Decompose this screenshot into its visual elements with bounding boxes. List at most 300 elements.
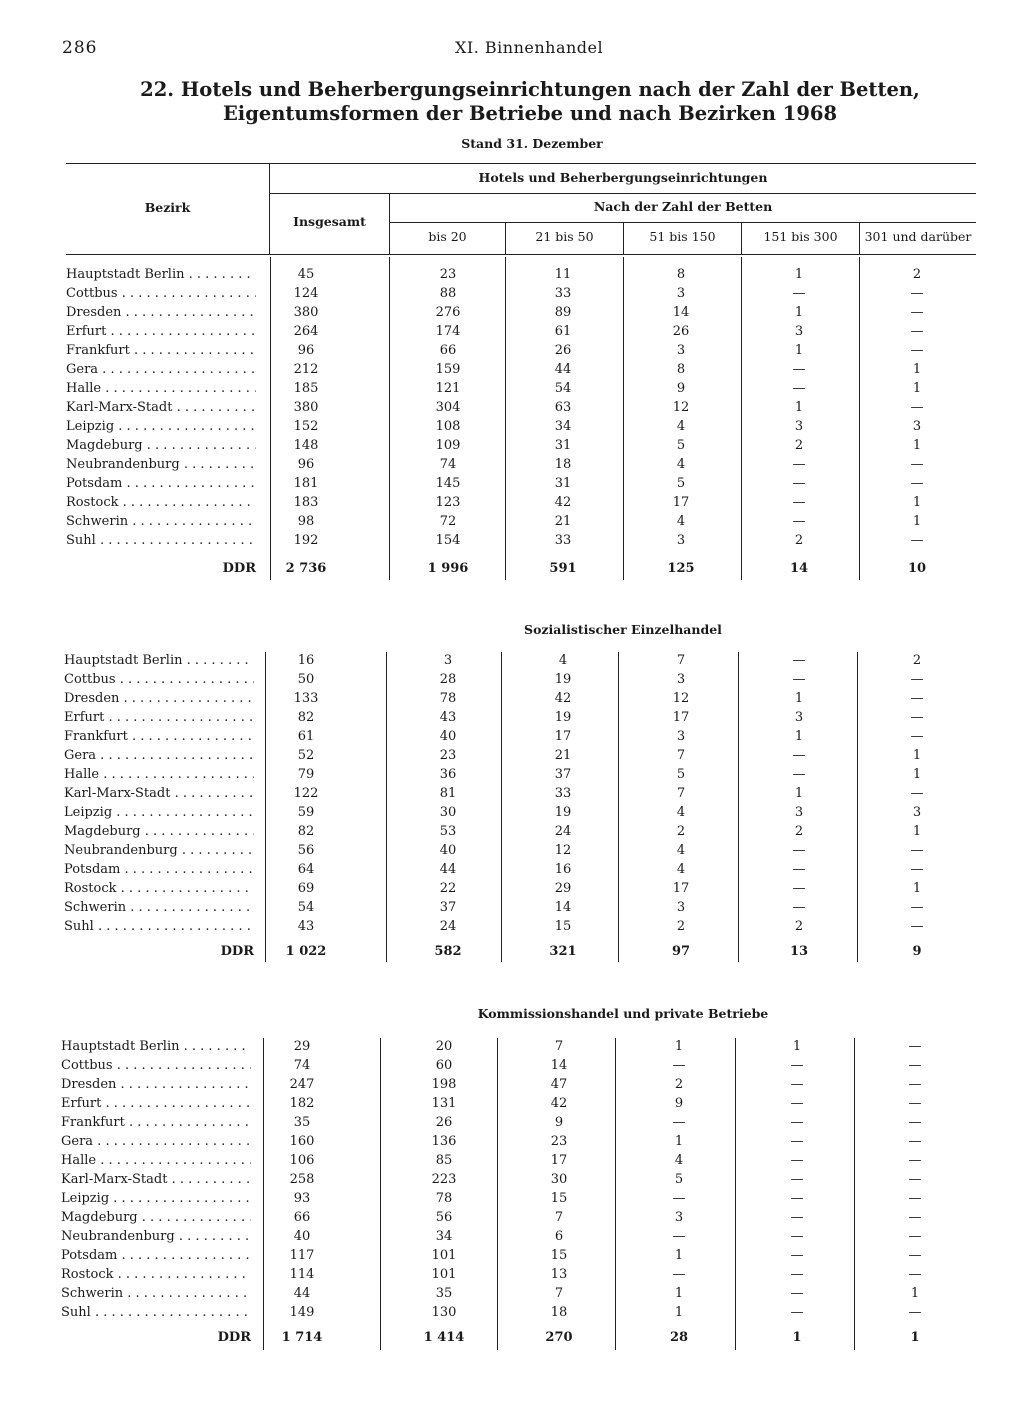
- row-value: 136: [431, 1134, 457, 1149]
- row-bezirk: Hauptstadt Berlin . . .: [66, 265, 256, 284]
- row-bezirk: Rostock . . .: [61, 1265, 251, 1284]
- row-bezirk: Cottbus . . .: [64, 670, 254, 689]
- row-value: 24: [439, 919, 457, 934]
- row-value: 13: [550, 1267, 568, 1282]
- table-row: [0, 265, 1024, 284]
- header-insgesamt: Insgesamt: [293, 214, 366, 229]
- row-value: 63: [554, 400, 572, 415]
- row-value: —: [792, 476, 806, 491]
- row-value: —: [910, 305, 924, 320]
- row-value: —: [790, 1077, 804, 1092]
- row-value: 183: [293, 495, 319, 510]
- row-value: —: [790, 1248, 804, 1263]
- row-value: 1: [912, 881, 922, 896]
- table-row: [0, 341, 1024, 360]
- table-row: [0, 512, 1024, 531]
- row-value: —: [672, 1058, 686, 1073]
- row-value: 42: [554, 495, 572, 510]
- row-value: 3: [676, 729, 686, 744]
- row-value: 1: [674, 1134, 684, 1149]
- row-value: 3: [794, 805, 804, 820]
- row-value: 123: [435, 495, 461, 510]
- row-value: 3: [443, 653, 453, 668]
- table-row: [0, 708, 1024, 727]
- row-value: —: [908, 1305, 922, 1320]
- row-value: 28: [439, 672, 457, 687]
- row-value: 1: [674, 1248, 684, 1263]
- row-value: —: [792, 767, 806, 782]
- row-value: 12: [554, 843, 572, 858]
- row-value: 33: [554, 286, 572, 301]
- row-value: 78: [439, 691, 457, 706]
- row-value: 98: [297, 514, 315, 529]
- row-value: 4: [676, 862, 686, 877]
- row-value: —: [910, 533, 924, 548]
- row-value: 7: [676, 786, 686, 801]
- row-bezirk: Karl-Marx-Stadt . . .: [61, 1170, 251, 1189]
- row-value: 380: [293, 305, 319, 320]
- row-value: 23: [439, 748, 457, 763]
- row-value: 30: [550, 1172, 568, 1187]
- row-value: 54: [297, 900, 315, 915]
- row-value: 17: [554, 729, 572, 744]
- table-row: [0, 493, 1024, 512]
- row-value: 7: [554, 1210, 564, 1225]
- table-row: [0, 822, 1024, 841]
- table-row: [0, 1113, 1024, 1132]
- row-value: 16: [297, 653, 315, 668]
- row-value: —: [910, 710, 924, 725]
- total-label: DDR: [220, 944, 254, 959]
- row-value: —: [910, 900, 924, 915]
- row-value: —: [908, 1210, 922, 1225]
- row-value: 18: [554, 457, 572, 472]
- row-value: 149: [289, 1305, 315, 1320]
- row-value: —: [908, 1172, 922, 1187]
- row-value: 1: [794, 305, 804, 320]
- table-row: [0, 1227, 1024, 1246]
- table-row: [0, 765, 1024, 784]
- row-value: 5: [676, 438, 686, 453]
- row-value: 122: [293, 786, 319, 801]
- row-value: 15: [554, 919, 572, 934]
- row-value: 17: [550, 1153, 568, 1168]
- row-value: 154: [435, 533, 461, 548]
- row-value: 3: [676, 900, 686, 915]
- table-row: [0, 1208, 1024, 1227]
- row-value: —: [790, 1191, 804, 1206]
- row-bezirk: Magdeburg . . .: [64, 822, 254, 841]
- row-value: 81: [439, 786, 457, 801]
- row-value: —: [910, 843, 924, 858]
- table-row: [0, 379, 1024, 398]
- row-value: 148: [293, 438, 319, 453]
- table-row: [0, 398, 1024, 417]
- row-value: —: [790, 1286, 804, 1301]
- row-value: 17: [672, 710, 690, 725]
- row-value: 29: [293, 1039, 311, 1054]
- row-value: 1: [794, 343, 804, 358]
- row-value: 2: [676, 919, 686, 934]
- row-value: 19: [554, 805, 572, 820]
- row-value: 1: [792, 1039, 802, 1054]
- table-row: [0, 784, 1024, 803]
- row-value: 40: [439, 843, 457, 858]
- row-value: 89: [554, 305, 572, 320]
- row-value: 14: [672, 305, 690, 320]
- row-value: 34: [554, 419, 572, 434]
- row-value: 4: [676, 514, 686, 529]
- row-value: 15: [550, 1191, 568, 1206]
- row-value: —: [672, 1229, 686, 1244]
- row-value: —: [910, 286, 924, 301]
- row-value: —: [910, 343, 924, 358]
- table-row: [0, 727, 1024, 746]
- row-value: 26: [435, 1115, 453, 1130]
- section-title: Sozialistischer Einzelhandel: [524, 622, 722, 637]
- row-value: 31: [554, 476, 572, 491]
- table-row: [0, 1037, 1024, 1056]
- row-bezirk: Leipzig . . .: [61, 1189, 251, 1208]
- row-value: 1: [794, 267, 804, 282]
- row-value: 59: [297, 805, 315, 820]
- row-bezirk: Neubrandenburg . . .: [64, 841, 254, 860]
- row-value: 131: [431, 1096, 457, 1111]
- row-value: 42: [550, 1096, 568, 1111]
- row-value: —: [790, 1305, 804, 1320]
- row-value: 4: [676, 805, 686, 820]
- row-bezirk: Neubrandenburg . . .: [61, 1227, 251, 1246]
- row-value: 258: [289, 1172, 315, 1187]
- row-value: —: [790, 1229, 804, 1244]
- row-bezirk: Suhl . . .: [64, 917, 254, 936]
- row-bezirk: Dresden . . .: [64, 689, 254, 708]
- row-value: 44: [554, 362, 572, 377]
- table-header: [0, 0, 1024, 260]
- row-value: 23: [439, 267, 457, 282]
- row-value: 14: [554, 900, 572, 915]
- row-value: 12: [672, 400, 690, 415]
- row-bezirk: Gera . . .: [66, 360, 256, 379]
- row-value: 31: [554, 438, 572, 453]
- row-value: —: [792, 457, 806, 472]
- total-row: [0, 1328, 1024, 1347]
- row-value: 3: [912, 419, 922, 434]
- header-top-rule: [66, 163, 976, 164]
- row-bezirk: Potsdam . . .: [61, 1246, 251, 1265]
- row-value: 24: [554, 824, 572, 839]
- table-row: [0, 474, 1024, 493]
- row-value: 198: [431, 1077, 457, 1092]
- row-value: —: [908, 1267, 922, 1282]
- row-value: —: [908, 1115, 922, 1130]
- header-bezirk: Bezirk: [144, 200, 191, 215]
- table-row: [0, 1094, 1024, 1113]
- row-bezirk: Magdeburg . . .: [61, 1208, 251, 1227]
- row-value: —: [792, 748, 806, 763]
- row-value: 185: [293, 381, 319, 396]
- row-bezirk: Halle . . .: [66, 379, 256, 398]
- row-value: 17: [672, 495, 690, 510]
- row-value: 82: [297, 710, 315, 725]
- table-row: [0, 1189, 1024, 1208]
- row-value: —: [910, 919, 924, 934]
- row-value: 8: [676, 267, 686, 282]
- row-bezirk: Potsdam . . .: [64, 860, 254, 879]
- row-value: —: [792, 862, 806, 877]
- row-value: 66: [293, 1210, 311, 1225]
- row-value: 37: [554, 767, 572, 782]
- row-value: —: [908, 1058, 922, 1073]
- row-value: 33: [554, 533, 572, 548]
- row-value: 182: [289, 1096, 315, 1111]
- row-bezirk: Cottbus . . .: [66, 284, 256, 303]
- row-value: —: [792, 843, 806, 858]
- row-value: 2: [674, 1077, 684, 1092]
- row-value: 30: [439, 805, 457, 820]
- row-value: 1: [674, 1039, 684, 1054]
- row-value: 43: [297, 919, 315, 934]
- row-bezirk: Suhl . . .: [66, 531, 256, 550]
- row-value: 4: [558, 653, 568, 668]
- page-number: 286: [62, 38, 98, 58]
- table-row: [0, 879, 1024, 898]
- row-value: 3: [676, 286, 686, 301]
- row-bezirk: Schwerin . . .: [61, 1284, 251, 1303]
- row-value: —: [792, 362, 806, 377]
- row-value: 61: [297, 729, 315, 744]
- table-row: [0, 689, 1024, 708]
- row-value: —: [910, 672, 924, 687]
- row-value: —: [910, 729, 924, 744]
- row-bezirk: Frankfurt . . .: [66, 341, 256, 360]
- row-bezirk: Frankfurt . . .: [64, 727, 254, 746]
- row-value: 52: [297, 748, 315, 763]
- row-value: 69: [297, 881, 315, 896]
- row-value: 74: [293, 1058, 311, 1073]
- table-row: [0, 651, 1024, 670]
- row-value: 93: [293, 1191, 311, 1206]
- table-subtitle: Stand 31. Dezember: [461, 136, 603, 151]
- row-value: —: [910, 457, 924, 472]
- row-value: 1: [912, 748, 922, 763]
- row-value: 5: [674, 1172, 684, 1187]
- section-title: Kommissionshandel und private Betriebe: [477, 1006, 769, 1021]
- table-row: [0, 803, 1024, 822]
- row-bezirk: Suhl . . .: [61, 1303, 251, 1322]
- row-value: —: [908, 1039, 922, 1054]
- total-value: 582: [434, 944, 462, 959]
- row-value: 79: [297, 767, 315, 782]
- table-row: [0, 1303, 1024, 1322]
- row-value: 124: [293, 286, 319, 301]
- row-value: 181: [293, 476, 319, 491]
- total-value: 13: [789, 944, 809, 959]
- row-bezirk: Gera . . .: [64, 746, 254, 765]
- table-row: [0, 455, 1024, 474]
- total-value: 28: [669, 1330, 689, 1345]
- row-value: 36: [439, 767, 457, 782]
- header-bin-4: 151 bis 300: [763, 229, 838, 244]
- total-value: 2 736: [285, 561, 327, 576]
- table-row: [0, 898, 1024, 917]
- table-row: [0, 1132, 1024, 1151]
- row-value: —: [790, 1267, 804, 1282]
- row-bezirk: Leipzig . . .: [66, 417, 256, 436]
- row-value: —: [908, 1191, 922, 1206]
- row-value: 3: [676, 343, 686, 358]
- row-value: 3: [912, 805, 922, 820]
- table-title-line-2: Eigentumsformen der Betriebe und nach Bezirken 1968: [222, 102, 838, 125]
- row-value: 50: [297, 672, 315, 687]
- row-value: 53: [439, 824, 457, 839]
- row-value: 1: [912, 495, 922, 510]
- row-value: 1: [912, 767, 922, 782]
- row-value: 9: [674, 1096, 684, 1111]
- row-value: 247: [289, 1077, 315, 1092]
- row-value: 2: [794, 919, 804, 934]
- row-bezirk: Erfurt . . .: [66, 322, 256, 341]
- table-row: [0, 1265, 1024, 1284]
- total-value: 1 414: [423, 1330, 465, 1345]
- row-value: —: [792, 900, 806, 915]
- row-value: —: [908, 1134, 922, 1149]
- row-value: 101: [431, 1267, 457, 1282]
- row-value: 37: [439, 900, 457, 915]
- row-value: 5: [676, 476, 686, 491]
- table-row: [0, 436, 1024, 455]
- header-group: Hotels und Beherbergungseinrichtungen: [478, 170, 768, 185]
- row-bezirk: Erfurt . . .: [61, 1094, 251, 1113]
- row-value: —: [792, 381, 806, 396]
- row-value: 212: [293, 362, 319, 377]
- row-bezirk: Potsdam . . .: [66, 474, 256, 493]
- row-value: —: [790, 1172, 804, 1187]
- row-value: 152: [293, 419, 319, 434]
- row-value: 47: [550, 1077, 568, 1092]
- row-value: 19: [554, 710, 572, 725]
- row-value: 21: [554, 748, 572, 763]
- total-value: 14: [789, 561, 809, 576]
- total-value: 321: [549, 944, 577, 959]
- row-value: 223: [431, 1172, 457, 1187]
- row-value: —: [790, 1058, 804, 1073]
- table-row: [0, 1246, 1024, 1265]
- row-value: 1: [794, 400, 804, 415]
- row-value: 1: [910, 1286, 920, 1301]
- row-value: 3: [674, 1210, 684, 1225]
- row-value: —: [908, 1153, 922, 1168]
- row-bezirk: Cottbus . . .: [61, 1056, 251, 1075]
- row-value: —: [910, 862, 924, 877]
- row-value: 1: [912, 362, 922, 377]
- row-value: 33: [554, 786, 572, 801]
- row-bezirk: Karl-Marx-Stadt . . .: [66, 398, 256, 417]
- total-value: 1 022: [285, 944, 327, 959]
- row-value: 20: [435, 1039, 453, 1054]
- row-value: 1: [794, 729, 804, 744]
- row-value: 26: [672, 324, 690, 339]
- header-subgroup-rule: [390, 222, 976, 223]
- row-value: 108: [435, 419, 461, 434]
- row-value: 4: [676, 843, 686, 858]
- header-bin-2: 21 bis 50: [535, 229, 594, 244]
- row-bezirk: Rostock . . .: [66, 493, 256, 512]
- row-value: 3: [794, 710, 804, 725]
- row-bezirk: Dresden . . .: [61, 1075, 251, 1094]
- row-value: 3: [794, 324, 804, 339]
- table-row: [0, 417, 1024, 436]
- row-value: 40: [293, 1229, 311, 1244]
- row-value: 1: [912, 381, 922, 396]
- total-value: 1: [910, 1330, 920, 1345]
- row-value: 1: [912, 824, 922, 839]
- table-row: [0, 1056, 1024, 1075]
- row-value: 3: [676, 533, 686, 548]
- table-row: [0, 360, 1024, 379]
- row-value: 44: [293, 1286, 311, 1301]
- row-bezirk: Hauptstadt Berlin . . .: [61, 1037, 251, 1056]
- total-value: 270: [545, 1330, 573, 1345]
- row-value: 1: [674, 1286, 684, 1301]
- row-value: 12: [672, 691, 690, 706]
- row-value: 60: [435, 1058, 453, 1073]
- row-value: —: [910, 476, 924, 491]
- total-value: 10: [907, 561, 927, 576]
- row-value: 4: [676, 419, 686, 434]
- row-bezirk: Leipzig . . .: [64, 803, 254, 822]
- row-value: 35: [293, 1115, 311, 1130]
- row-value: 2: [794, 533, 804, 548]
- row-value: 264: [293, 324, 319, 339]
- row-value: 174: [435, 324, 461, 339]
- row-value: 3: [794, 419, 804, 434]
- row-bezirk: Schwerin . . .: [64, 898, 254, 917]
- header-subgroup: Nach der Zahl der Betten: [593, 199, 773, 214]
- row-value: 192: [293, 533, 319, 548]
- row-value: —: [792, 672, 806, 687]
- row-bezirk: Halle . . .: [61, 1151, 251, 1170]
- row-value: 117: [289, 1248, 315, 1263]
- row-bezirk: Hauptstadt Berlin . . .: [64, 651, 254, 670]
- total-value: 1 996: [427, 561, 469, 576]
- row-value: 8: [676, 362, 686, 377]
- row-value: 101: [431, 1248, 457, 1263]
- row-value: 19: [554, 672, 572, 687]
- row-value: 72: [439, 514, 457, 529]
- row-bezirk: Erfurt . . .: [64, 708, 254, 727]
- total-value: 1 714: [281, 1330, 323, 1345]
- table-row: [0, 531, 1024, 550]
- running-head: XI. Binnenhandel: [455, 38, 604, 57]
- row-value: 106: [289, 1153, 315, 1168]
- row-value: 56: [297, 843, 315, 858]
- table-row: [0, 1075, 1024, 1094]
- row-value: —: [792, 286, 806, 301]
- row-bezirk: Karl-Marx-Stadt . . .: [64, 784, 254, 803]
- total-row: [0, 559, 1024, 578]
- row-value: 64: [297, 862, 315, 877]
- row-value: 9: [676, 381, 686, 396]
- row-value: —: [790, 1096, 804, 1111]
- table-title-line-1: 22. Hotels und Beherbergungseinrichtungen nach der Zahl der Betten,: [140, 78, 920, 101]
- table-row: [0, 284, 1024, 303]
- row-value: —: [908, 1096, 922, 1111]
- row-value: —: [910, 691, 924, 706]
- row-value: 61: [554, 324, 572, 339]
- row-value: 34: [435, 1229, 453, 1244]
- row-bezirk: Frankfurt . . .: [61, 1113, 251, 1132]
